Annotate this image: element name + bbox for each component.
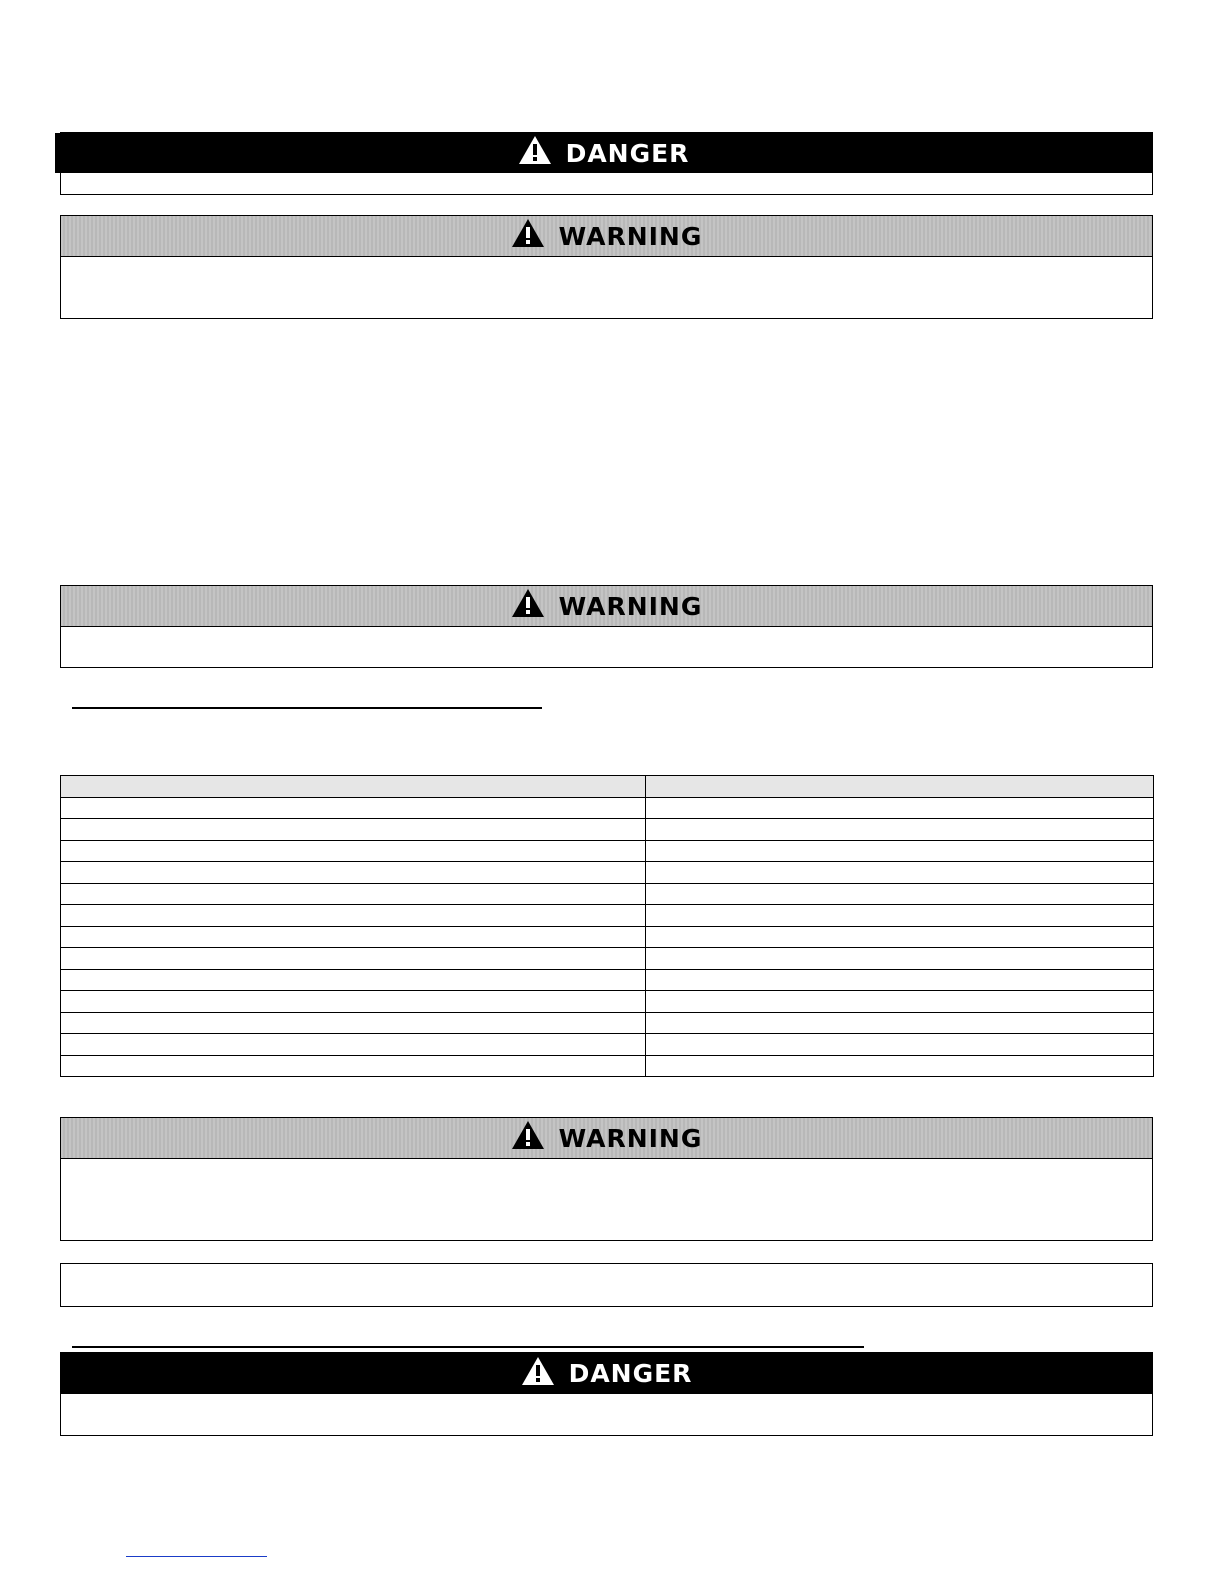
- warning-triangle-icon: [518, 135, 566, 171]
- table-row: [61, 1055, 1154, 1077]
- warning-label: WARNING: [558, 221, 703, 251]
- footnote-link[interactable]: [126, 1556, 267, 1557]
- table-cell: [646, 840, 1154, 862]
- table-cell: [646, 991, 1154, 1013]
- data-table: [60, 775, 1154, 1077]
- table-row: [61, 1034, 1154, 1056]
- table-row: [61, 840, 1154, 862]
- section-heading-underline: [72, 1346, 864, 1348]
- table-row: [61, 1012, 1154, 1034]
- warning-triangle-icon: [521, 1356, 569, 1392]
- warning-notice-3: [60, 1117, 1153, 1241]
- table-cell: [61, 840, 646, 862]
- warning-notice-1: [60, 215, 1153, 319]
- table-cell: [646, 819, 1154, 841]
- warning-triangle-icon: [511, 1120, 559, 1156]
- table-cell: [646, 883, 1154, 905]
- danger-notice-1: [60, 132, 1153, 195]
- warning-triangle-icon: [511, 218, 559, 254]
- table-cell: [61, 1012, 646, 1034]
- table-cell: [61, 969, 646, 991]
- table-cell: [61, 991, 646, 1013]
- table-cell: [61, 776, 646, 798]
- table-cell: [61, 862, 646, 884]
- table-row: [61, 819, 1154, 841]
- warning-header: [61, 586, 1152, 627]
- table-row: [61, 948, 1154, 970]
- table-row: [61, 797, 1154, 819]
- table-header-row: [61, 776, 1154, 798]
- table-cell: [646, 969, 1154, 991]
- table-cell: [646, 905, 1154, 927]
- table-cell: [61, 1034, 646, 1056]
- table-row: [61, 926, 1154, 948]
- table-cell: [646, 1012, 1154, 1034]
- warning-header: [61, 1118, 1152, 1159]
- danger-header: [55, 133, 1152, 173]
- table-cell: [646, 926, 1154, 948]
- warning-label: WARNING: [558, 1123, 703, 1153]
- table-row: [61, 969, 1154, 991]
- table-cell: [61, 819, 646, 841]
- warning-header: [61, 216, 1152, 257]
- warning-label: WARNING: [558, 591, 703, 621]
- table-row: [61, 991, 1154, 1013]
- table-cell: [61, 883, 646, 905]
- danger-notice-2: [60, 1352, 1153, 1436]
- danger-label: DANGER: [568, 1359, 693, 1388]
- table-cell: [646, 1055, 1154, 1077]
- danger-label: DANGER: [565, 138, 690, 168]
- table-row: [61, 862, 1154, 884]
- table-row: [61, 905, 1154, 927]
- table-cell: [646, 776, 1154, 798]
- warning-triangle-icon: [511, 588, 559, 624]
- table-cell: [61, 948, 646, 970]
- table-cell: [61, 797, 646, 819]
- note-box: [60, 1263, 1153, 1307]
- table-cell: [61, 1055, 646, 1077]
- table-cell: [646, 948, 1154, 970]
- table-cell: [61, 905, 646, 927]
- table-cell: [646, 1034, 1154, 1056]
- table-row: [61, 883, 1154, 905]
- table-cell: [646, 797, 1154, 819]
- danger-header: [61, 1353, 1152, 1394]
- table-cell: [646, 862, 1154, 884]
- section-heading-underline: [72, 707, 542, 709]
- table-cell: [61, 926, 646, 948]
- warning-notice-2: [60, 585, 1153, 668]
